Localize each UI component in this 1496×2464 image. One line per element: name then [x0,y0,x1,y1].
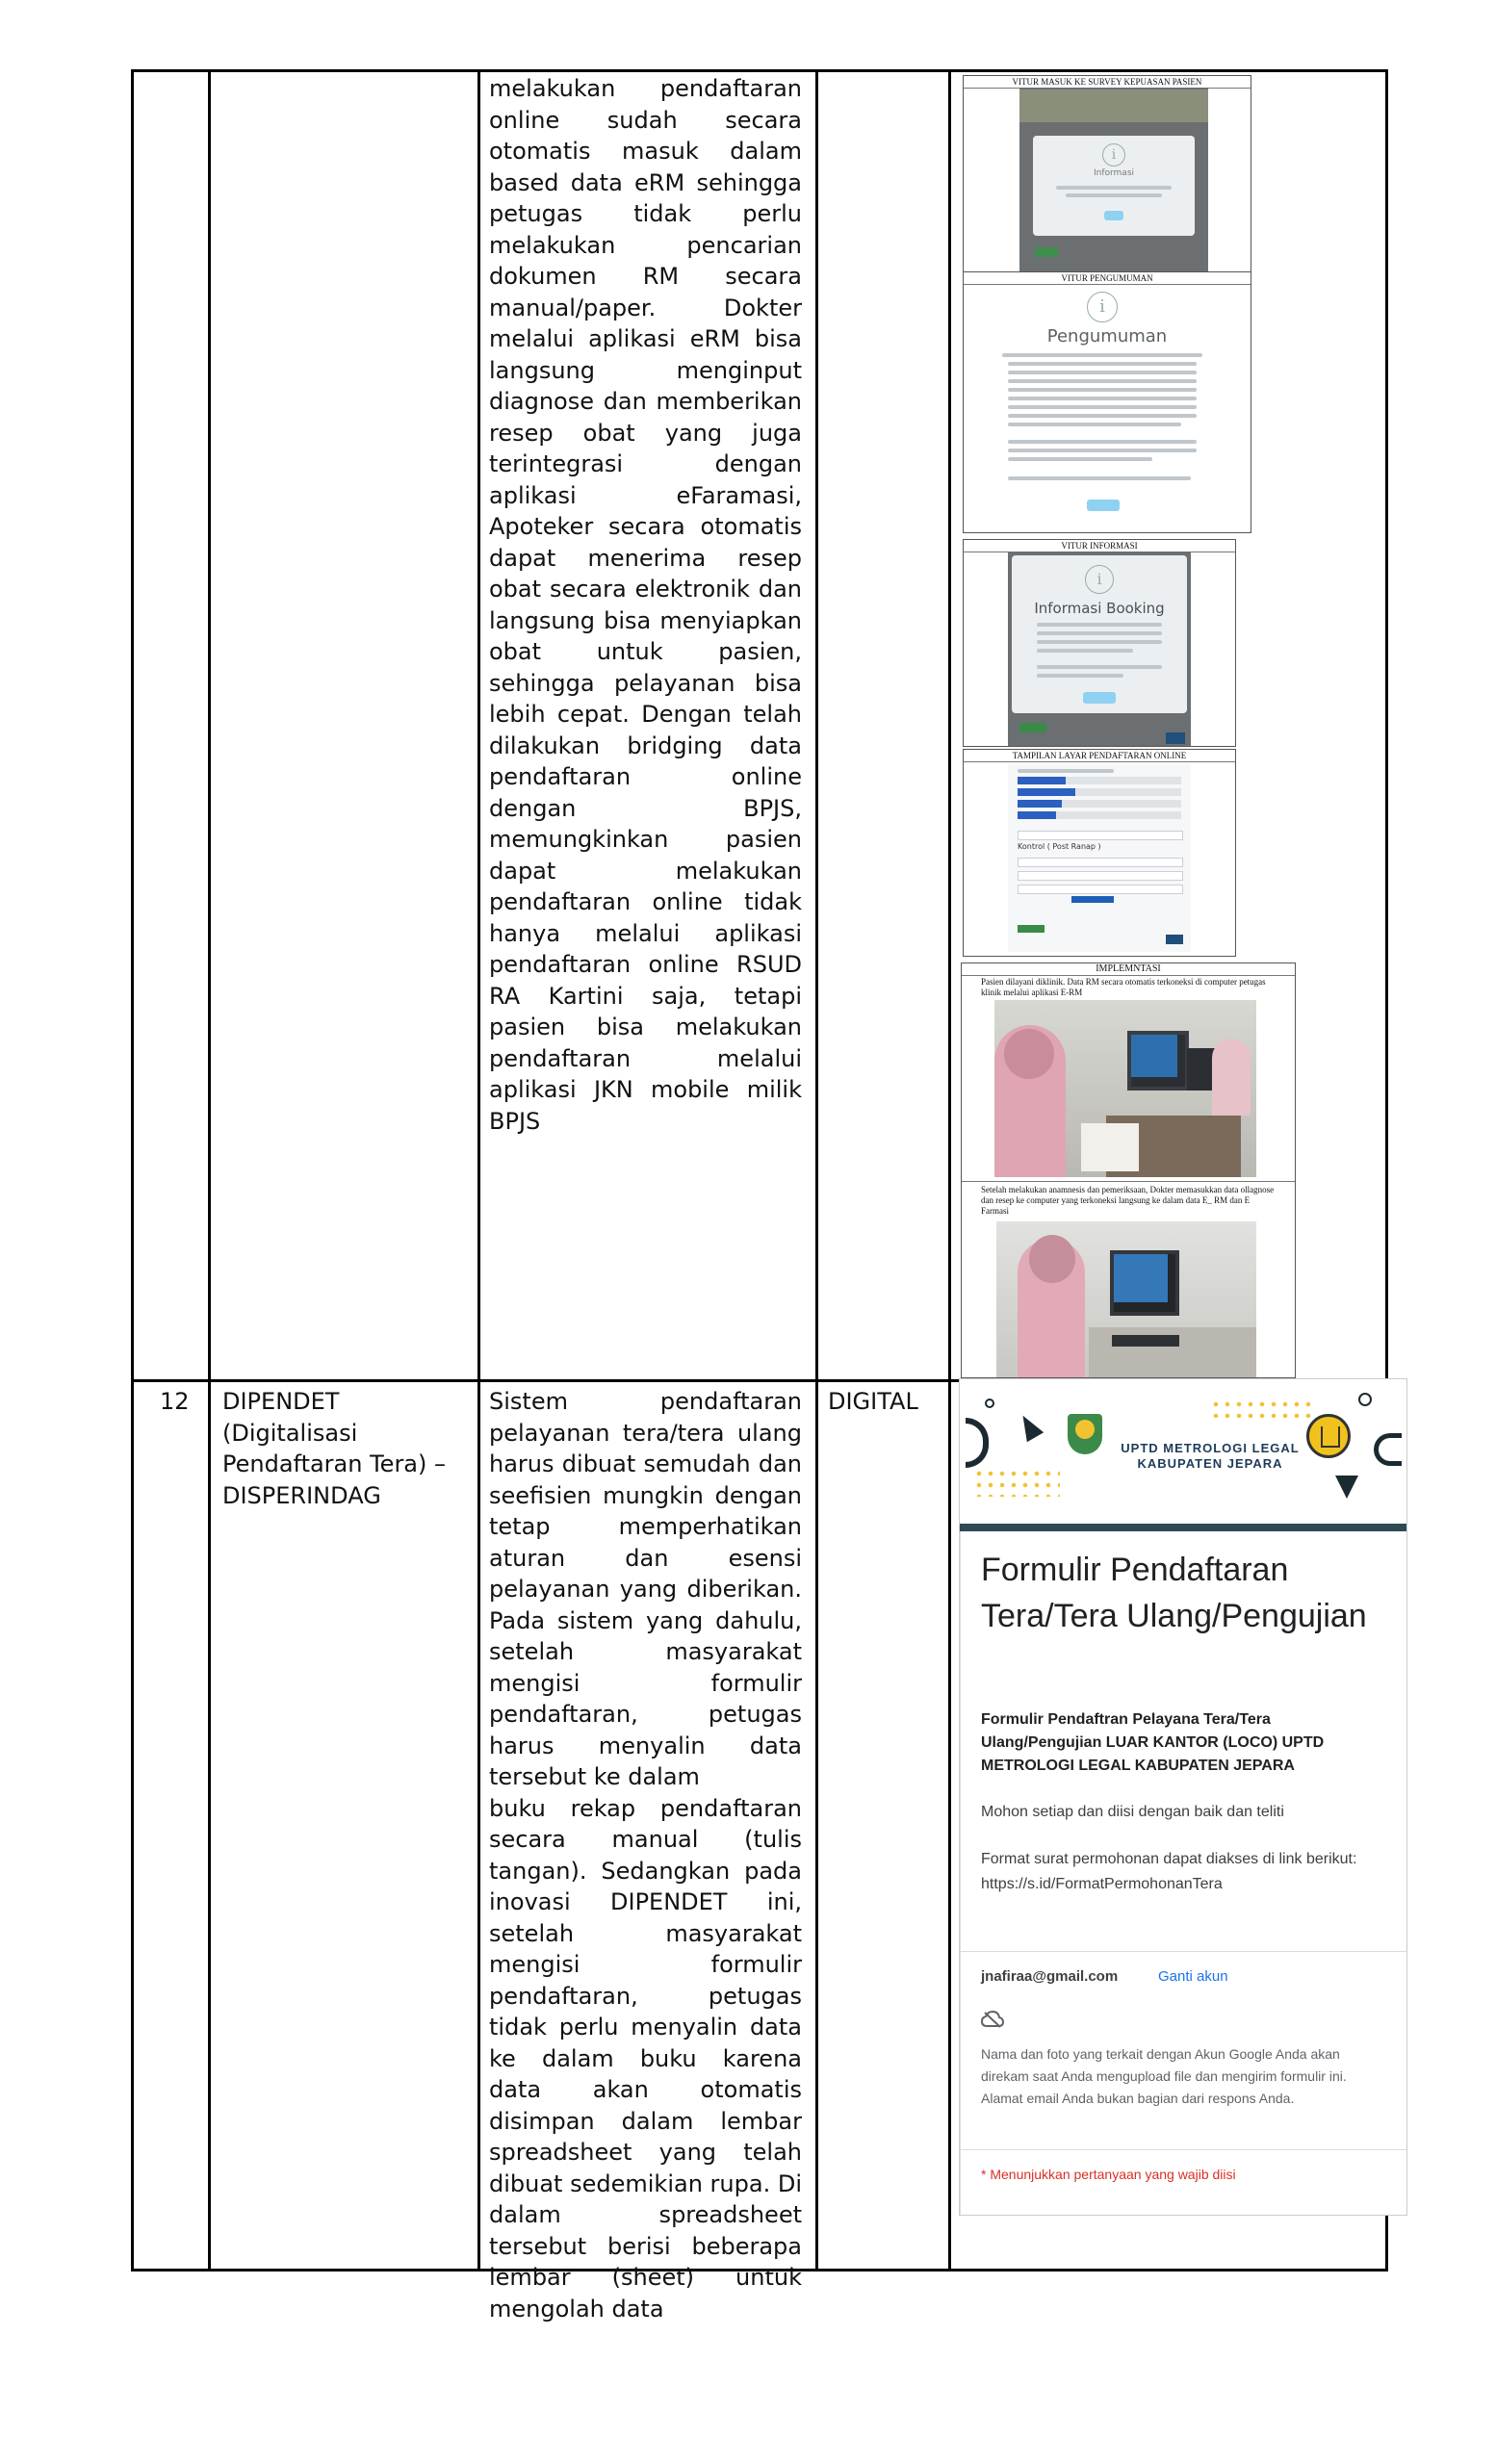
screenshot-online-registration [963,749,1236,957]
back-button[interactable] [1019,723,1046,732]
implementation-photos [961,962,1296,1378]
form-subtitle: Formulir Pendaftran Pelayana Tera/Tera Ulang/Pengujian LUAR KANTOR (LOCO) UPTD METROLOGI LEGAL KABUPATEN JEPARA [981,1711,1325,1774]
photo-caption: Pasien dilayani diklinik. Data RM secara otomatis terkoneksi di computer petugas klinik melalui aplikasi E-RM [981,977,1266,997]
innovation-type: DIGITAL [828,1388,918,1415]
implementation-heading: IMPLEMNTASI [962,963,1295,976]
metrology-seal-icon [1306,1414,1351,1458]
screenshot-announcement [963,271,1251,533]
next-button[interactable] [1166,732,1185,744]
col-divider [948,72,951,2269]
row-description [489,1386,802,2324]
photo-doctor-at-computer [996,1221,1256,1377]
google-form-screenshot [959,1378,1407,2216]
screenshot-booking-info [963,539,1236,747]
screenshot-caption: VITUR MASUK KE SURVEY KEPUASAN PASIEN [964,76,1251,89]
row-description [489,73,802,1137]
form-select[interactable] [1018,858,1183,867]
ok-button[interactable] [1087,500,1120,511]
cloud-off-icon [981,2011,1000,2024]
info-icon: i [1087,292,1118,322]
description-paragraph: Sistem pendaftaran pelayanan tera/tera ulang harus dibuat semudah dan seefisien mungkin dengan tetap memperhatikan aturan dan esensi pelayanan yang diberikan. Pada sistem yang dahulu, setelah masyarakat mengisi formulir pendaftaran, petugas harus menyalin data tersebut ke dalam [489,1388,802,1790]
jepara-emblem-icon [1068,1414,1102,1454]
ok-button[interactable] [1104,211,1123,220]
screenshot-caption: TAMPILAN LAYAR PENDAFTARAN ONLINE [964,750,1235,762]
hospital-building-image [1019,90,1208,122]
form-org-name: UPTD METROLOGI LEGAL KABUPATEN JEPARA [1121,1441,1300,1471]
switch-account-link[interactable]: Ganti akun [1158,1968,1228,1985]
row-number: 12 [160,1388,190,1415]
ok-button[interactable] [1083,692,1116,704]
screenshot-caption: VITUR PENGUMUMAN [964,272,1251,285]
photo-nurse-at-computer [994,1000,1256,1177]
modal-title: Informasi [1093,168,1135,178]
col-divider [208,72,211,2269]
innovation-name: DIPENDET (Digitalisasi Pendaftaran Tera) – DISPERINDAG [222,1388,447,1509]
modal-title: Pengumuman [1046,326,1168,346]
photo-caption: Setelah melakukan anamnesis dan pemeriksaan, Dokter memasukkan data ollagnose dan resep ke computer yang terkoneksi langsung ke dalam data E_ RM dan E Farmasi [981,1185,1275,1216]
form-note: Mohon setiap dan diisi dengan baik dan teliti [981,1804,1284,1820]
info-icon: i [1102,143,1125,167]
privacy-notice: Nama dan foto yang terkait dengan Akun Google Anda akan direkam saat Anda mengupload file dan mengirim formulir ini. Alamat email Anda bukan bagian dari respons Anda. [981,2046,1347,2106]
col-divider [815,72,818,2269]
form-select[interactable] [1018,871,1183,881]
form-select[interactable] [1018,885,1183,894]
modal-title: Informasi Booking [1034,600,1165,617]
next-button[interactable] [1166,935,1183,944]
description-paragraph: buku rekap pendaftaran secara manual (tulis tangan). Sedangkan pada inovasi DIPENDET ini, setelah masyarakat mengisi formulir pendaftaran, petugas tidak perlu menyalin data ke dalam buku karena data akan otomatis disimpan dalam lembar spreadsheet yang telah dibuat sedemikian rupa. Di dalam spreadsheet tersebut berisi beberapa lembar (sheet) untuk mengolah data [489,1794,802,2323]
form-link-text[interactable]: Format surat permohonan dapat diakses di link berikut: https://s.id/FormatPermohonanTera [981,1851,1357,1892]
description-text: melakukan pendaftaran online sudah secara otomatis masuk dalam based data eRM sehingga petugas tidak perlu melakukan pencarian dokumen RM secara manual/paper. Dokter melalui aplikasi eRM bisa langsung menginput diagnose dan memberikan resep obat yang juga terintegrasi dengan aplikasi eFaramasi, Apoteker secara otomatis dapat menerima resep obat secara elektronik dan langsung bisa menyiapkan obat untuk pasien, sehingga pelayanan bisa lebih cepat. Dengan telah dilakukan bridging data pendaftaran online dengan BPJS, memungkinkan pasien dapat melakukan pendaftaran online tidak hanya melalui aplikasi pendaftaran online RSUD RA Kartini saja, tetapi pasien bisa melakukan pendaftaran melalui aplikasi JKN mobile milik BPJS [489,75,802,1135]
selected-option: Kontrol ( Post Ranap ) [1018,842,1101,851]
green-logo [1035,247,1058,257]
form-input[interactable] [1018,831,1183,840]
account-email: jnafiraa@gmail.com [981,1968,1119,1985]
screenshot-caption: VITUR INFORMASI [964,540,1235,552]
back-button[interactable] [1018,925,1045,933]
form-accent-bar [960,1524,1406,1531]
info-icon: i [1085,565,1114,594]
required-notice: * Menunjukkan pertanyaan yang wajib diisi [981,2167,1236,2182]
upload-button[interactable] [1071,896,1114,903]
form-header-banner [960,1379,1406,1524]
screenshot-survey [963,75,1251,273]
col-divider [477,72,480,2269]
form-title: Formulir Pendaftaran Tera/Tera Ulang/Pengujian [981,1552,1367,1634]
